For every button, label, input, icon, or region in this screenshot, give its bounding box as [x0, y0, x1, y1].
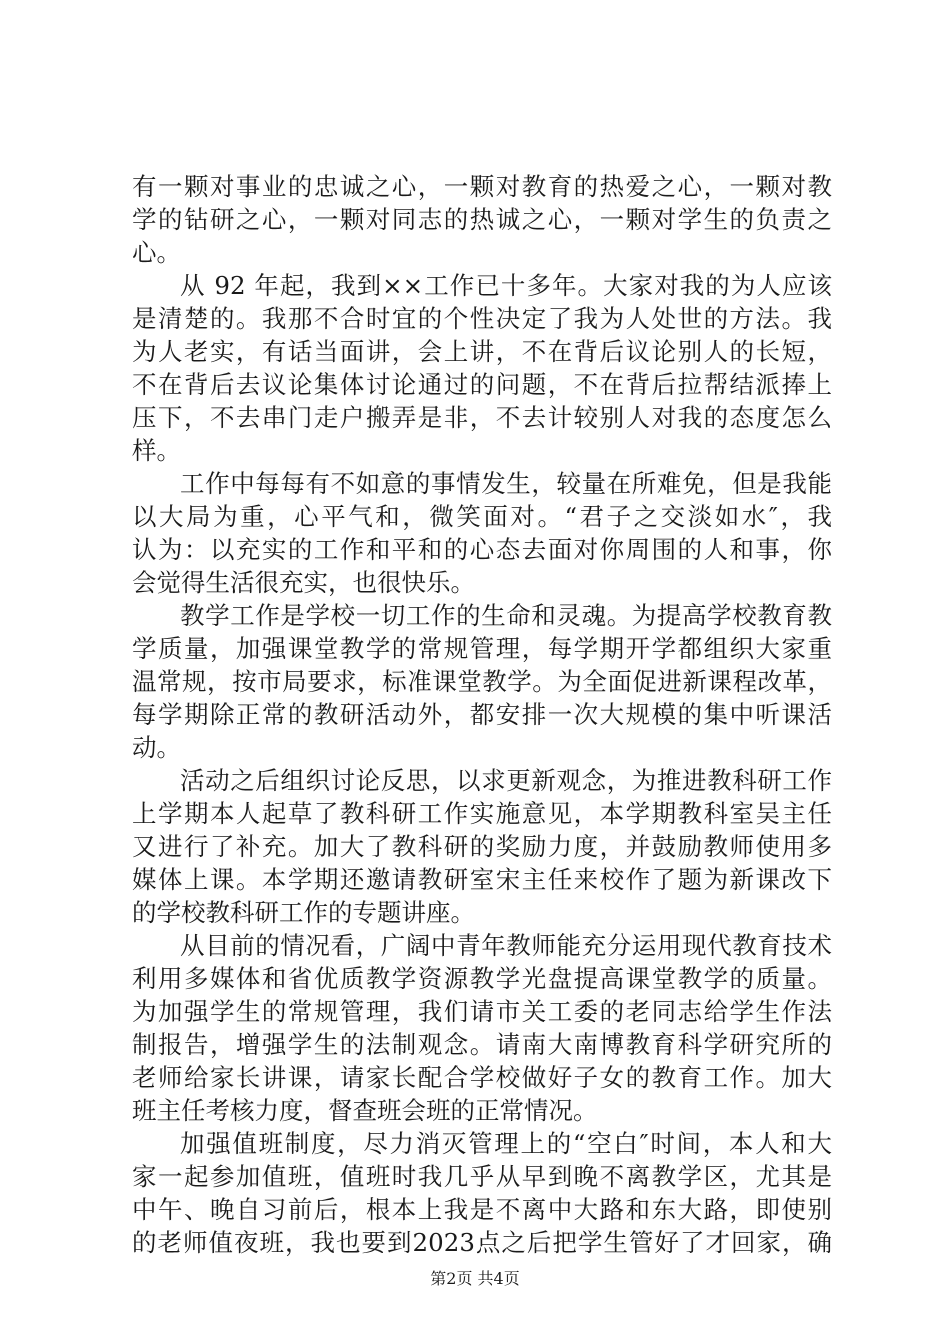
- paragraph-first-line: 工作中每每有不如意的事情发生，较量在所难免，但是我能: [180, 469, 832, 498]
- text-line: 以大局为重，心平气和，微笑面对。“君子之交淡如水″，我: [132, 502, 832, 531]
- text-line: 为人老实，有话当面讲，会上讲，不在背后议论别人的长短，: [132, 337, 832, 366]
- text-line: 压下，不去串门走户搬弄是非，不去计较别人对我的态度怎么: [132, 403, 832, 432]
- paragraph-first-line: 教学工作是学校一切工作的生命和灵魂。为提高学校教育教: [180, 601, 832, 630]
- text-line: 制报告，增强学生的法制观念。请南大南博教育科学研究所的: [132, 1030, 832, 1059]
- text-line: 的老师值夜班，我也要到2023点之后把学生管好了才回家，确: [132, 1228, 832, 1257]
- text-line: 温常规，按市局要求，标准课堂教学。为全面促进新课程改革，: [132, 667, 832, 696]
- text-line: 认为：以充实的工作和平和的心态去面对你周围的人和事，你: [132, 535, 832, 564]
- text-line: 利用多媒体和省优质教学资源教学光盘提高课堂教学的质量。: [132, 964, 832, 993]
- text-line: 有一颗对事业的忠诚之心，一颗对教育的热爱之心，一颗对教: [132, 172, 832, 201]
- text-line: 每学期除正常的教研活动外，都安排一次大规模的集中听课活: [132, 700, 832, 729]
- paragraph-first-line: 加强值班制度，尽力消灭管理上的“空白″时间，本人和大: [180, 1129, 832, 1158]
- text-line: 是清楚的。我那不合时宜的个性决定了我为人处世的方法。我: [132, 304, 832, 333]
- text-line: 班主任考核力度，督查班会班的正常情况。: [132, 1096, 598, 1125]
- text-line: 心。: [132, 238, 181, 267]
- text-line: 媒体上课。本学期还邀请教研室宋主任来校作了题为新课改下: [132, 865, 832, 894]
- text-line: 为加强学生的常规管理，我们请市关工委的老同志给学生作法: [132, 997, 832, 1026]
- paragraph-first-line: 从 92 年起，我到××工作已十多年。大家对我的为人应该: [180, 271, 832, 300]
- text-line: 又进行了补充。加大了教科研的奖励力度，并鼓励教师使用多: [132, 832, 832, 861]
- text-line: 学质量，加强课堂教学的常规管理，每学期开学都组织大家重: [132, 634, 832, 663]
- text-line: 上学期本人起草了教科研工作实施意见，本学期教科室吴主任: [132, 799, 832, 828]
- text-line: 老师给家长讲课，请家长配合学校做好子女的教育工作。加大: [132, 1063, 832, 1092]
- text-line: 样。: [132, 436, 181, 465]
- text-line: 家一起参加值班，值班时我几乎从早到晚不离教学区，尤其是: [132, 1162, 832, 1191]
- text-line: 不在背后去议论集体讨论通过的问题，不在背后拉帮结派捧上: [132, 370, 832, 399]
- text-line: 中午、晚自习前后，根本上我是不离中大路和东大路，即使别: [132, 1195, 832, 1224]
- paragraph-first-line: 从目前的情况看，广阔中青年教师能充分运用现代教育技术: [180, 931, 832, 960]
- text-line: 会觉得生活很充实，也很快乐。: [132, 568, 475, 597]
- paragraph-first-line: 活动之后组织讨论反思，以求更新观念，为推进教科研工作: [180, 766, 832, 795]
- text-line: 的学校教科研工作的专题讲座。: [132, 898, 475, 927]
- page-number-footer: 第2页 共4页: [430, 1269, 520, 1288]
- text-line: 动。: [132, 733, 181, 762]
- text-line: 学的钻研之心，一颗对同志的热诚之心，一颗对学生的负责之: [132, 205, 832, 234]
